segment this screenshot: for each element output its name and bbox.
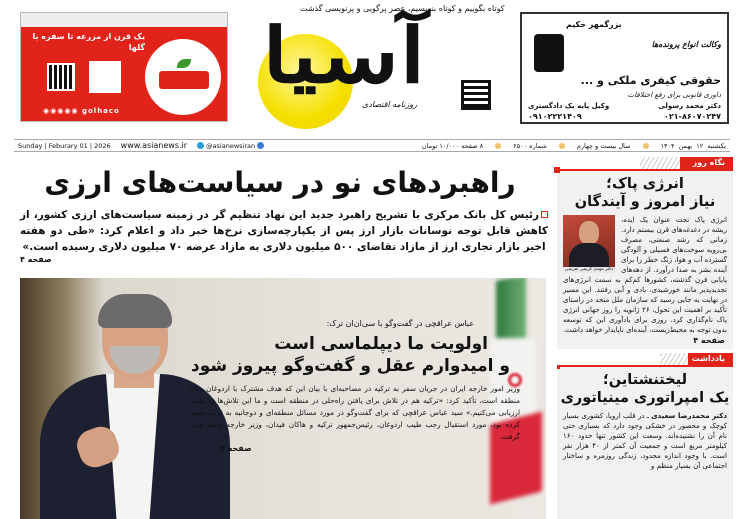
sidebar — [557, 157, 733, 519]
masthead-subtitle: روزنامه اقتصادی — [362, 100, 418, 109]
ad-brand-logo — [159, 71, 209, 89]
interview-body: وزیر امور خارجه ایران در جریان سفر به ترکیه در مصاحبه‌ای با بیان این که هدف مشترک با اردوغان رفاه منطقه است، تأکید کرد: «ترکیه هم در تلاش برای یافتن راه‌حلی در منطقه است و ما این تلاش‌ها را مثبت ارزیابی می‌کنیم.» سید عباس عراقچی که برای گفت‌وگو در مورد مسائل منطقه‌ای و دوجانبه به ترکیه سفر کرده بود، مورد استقبال رجب طیب اردوغان، رئیس‌جمهور ترکیه و هاکان فیدان، وزیر خارجه ترکیه قرار گرفت. — [190, 384, 520, 441]
interview-story[interactable] — [190, 318, 520, 454]
person-hair — [98, 294, 172, 328]
lead-paragraph — [20, 207, 548, 255]
ad-phone-landline: ۰۲۱-۸۶۰۷۰۲۴۷ — [663, 112, 721, 121]
ad-line-2: حقوقی کیفری ملکی و ... — [580, 74, 721, 87]
ad-institute-name: بزرگمهر حکیم — [566, 20, 622, 29]
newspaper-logo: آسیا — [262, 11, 426, 100]
masthead-tagline: کوتاه بگوییم و کوتاه بنویسیم، عصر پرگویی و پرنویسی گذشت — [300, 4, 505, 13]
date-bar — [14, 139, 730, 152]
section-label-note: یادداشت — [688, 353, 733, 365]
golha-advertisement[interactable] — [20, 12, 228, 122]
ad-slogan: یک قرن از مزرعه تا سفره با گلها — [32, 32, 145, 52]
ad-phone-mobile: ۰۹۱۰۲۲۲۱۴۰۹ — [528, 112, 582, 121]
qr-code-icon — [461, 80, 491, 110]
ad-line-3: داوری قانونی برای رفع اختلافات — [627, 91, 721, 99]
instagram-icon — [257, 142, 264, 149]
social-handle-text: @asianewsiran — [206, 141, 256, 150]
author-photo — [563, 215, 615, 273]
volume: سال بیست و چهارم — [576, 141, 631, 150]
year: ۱۴۰۴ — [660, 141, 675, 150]
interview-title-line-1: اولویت ما دیپلماسی است — [274, 334, 488, 354]
opinion-title — [557, 175, 733, 211]
note-body: دکتر محمدرضا سعیدی ـ در قلب اروپا، کشوری بسیار کوچک و محصور در خشکی وجود دارد که بسیاری حتی نام آن را نشنیده‌اند. وسعت این کشور تنها حدود ۱۶۰ کیلومتر مربع است و جمعیت آن کمتر از ۴۰ هزار نفر است. با وجود اندازه محدود، زندگی روزمره و ساختار اجتماعی آن بسیار منظم و — [563, 412, 727, 470]
ad-social-handle: ◉◉◉◉◉ golhaco — [43, 107, 120, 115]
note-title — [557, 371, 733, 407]
section-head-view-of-day — [557, 157, 733, 169]
section-label-view-of-day: نگاه روز — [680, 157, 733, 169]
separator-dot — [559, 143, 565, 149]
lead-block — [20, 207, 548, 265]
note-box-liechtenstein[interactable] — [557, 365, 733, 519]
label-stripes — [660, 353, 688, 365]
corner-marker — [557, 365, 560, 369]
note-body-text: در قلب اروپا، کشوری بسیار کوچک و محصور در خشکی وجود دارد که بسیاری حتی نام آن را نشنیده‌اند. وسعت این کشور تنها حدود ۱۶۰ کیلومتر مربع است و جمعیت آن کمتر از ۴۰ هزار نفر است. با وجود اندازه محدود، زندگی روزمره و ساختار اجتماعی آن بسیار منظم و — [563, 412, 727, 470]
corner-marker — [554, 167, 560, 173]
qr-code-icon — [47, 63, 75, 91]
weekday: یکشنبه — [707, 141, 726, 150]
author-picture — [563, 215, 615, 267]
telegram-icon — [197, 142, 204, 149]
scales-of-justice-icon — [534, 34, 564, 72]
author-face — [579, 221, 599, 245]
opinion-title-line-2: نیاز امروز و آیندگان — [574, 194, 716, 210]
unesco-logo-icon — [89, 61, 121, 93]
interview-title-line-2: و امیدوارم عقل و گفت‌وگو پیروز شود — [191, 356, 510, 376]
author-caption: دکتر مهدی کریمی تفرشی — [564, 267, 614, 272]
note-title-line-1: لیختنشتاین؛ — [602, 372, 688, 388]
opinion-title-line-1: انرژی پاک؛ — [606, 176, 684, 192]
ad-lawyer-name: دکتر محمد رسولی — [658, 102, 721, 110]
interview-title — [190, 333, 520, 377]
note-title-line-2: یک امپراتوری مینیاتوری — [560, 390, 730, 406]
bullet-square-icon — [541, 211, 548, 218]
author-suit — [569, 243, 609, 267]
ad-spice-banner — [21, 13, 227, 27]
section-head-note — [557, 353, 733, 365]
note-author: دکتر محمدرضا سعیدی — [651, 412, 727, 420]
pages-price: ۸ صفحه ۱۰/۰۰۰ تومان — [421, 141, 484, 150]
separator-dot — [495, 143, 501, 149]
issue-number: شماره ۶۵۰۰ — [513, 141, 547, 150]
lead-text: رئیس کل بانک مرکزی با تشریح راهبرد جدید این نهاد تنظیم گر در زمینه سیاست‌های ارزی کشور، از کاهش قابل توجه نوسانات بازار ارز پس از یکپارچه‌سازی نرخ‌ها خبر داد و اعلام کرد: «طی دو هفته اخیر بازار تجاری ارز از مازاد تقاضای ۵۰۰ میلیون دلاری به مازاد عرضه ۷۰ میلیون دلاری رسیده است.» — [20, 209, 548, 253]
interview-page-ref[interactable]: صفحه ۴ — [220, 444, 252, 453]
month: بهمن — [678, 141, 693, 150]
ad-line-1: وکالت انواع پرونده‌ها — [651, 40, 721, 49]
date-persian — [661, 142, 727, 150]
ad-lawyer-title: وکیل پایه یک دادگستری — [528, 102, 610, 110]
opinion-page-ref[interactable]: صفحه ۴ — [693, 336, 725, 345]
lead-page-ref[interactable]: صفحه ۴ — [20, 255, 52, 264]
website-link[interactable]: www.asianews.ir — [120, 141, 188, 150]
law-office-advertisement[interactable] — [520, 12, 729, 124]
social-handle[interactable] — [197, 142, 266, 150]
date-english: Sunday | Feburary 01 | 2026 — [18, 141, 111, 150]
main-headline[interactable]: راهبردهای نو در سیاست‌های ارزی — [44, 166, 516, 199]
separator-dot — [643, 143, 649, 149]
social-handle-text: golhaco — [81, 107, 120, 115]
opinion-body: انرژی پاک تحت عنوان یک ایده، ریشه در دغدغه‌های قرن بیستم دارد. زمانی که رشد صنعتی، مصرف بی‌رویه سوخت‌های فسیلی و آلودگی گسترده آب و هوا، زنگ خطر را برای آینده بشر به صدا درآورد. از دهه‌های پایانی قرن گذشته، کشورها کم‌کم به سمت انرژی‌های تجدیدپذیر مانند خورشیدی، بادی و آبی رفتند. این مسیر در نهایت به جایی رسید که سازمان ملل متحد در راستای تأکید بر اهمیت این تحول، ۲۶ ژانویه را روز جهانی انرژی پاک نام‌گذاری کرد. روزی برای یادآوری این که توسعه بدون توجه به محیط‌زیست، آینده‌ای ناپایدار خواهد داشت. — [563, 216, 727, 334]
opinion-box-clean-energy[interactable] — [557, 169, 733, 349]
interview-kicker: عباس عراقچی در گفت‌وگو با سی‌ان‌ان ترک: — [326, 319, 474, 328]
label-stripes — [640, 157, 680, 169]
day: ۱۲ — [696, 141, 704, 150]
opinion-content — [557, 215, 733, 335]
